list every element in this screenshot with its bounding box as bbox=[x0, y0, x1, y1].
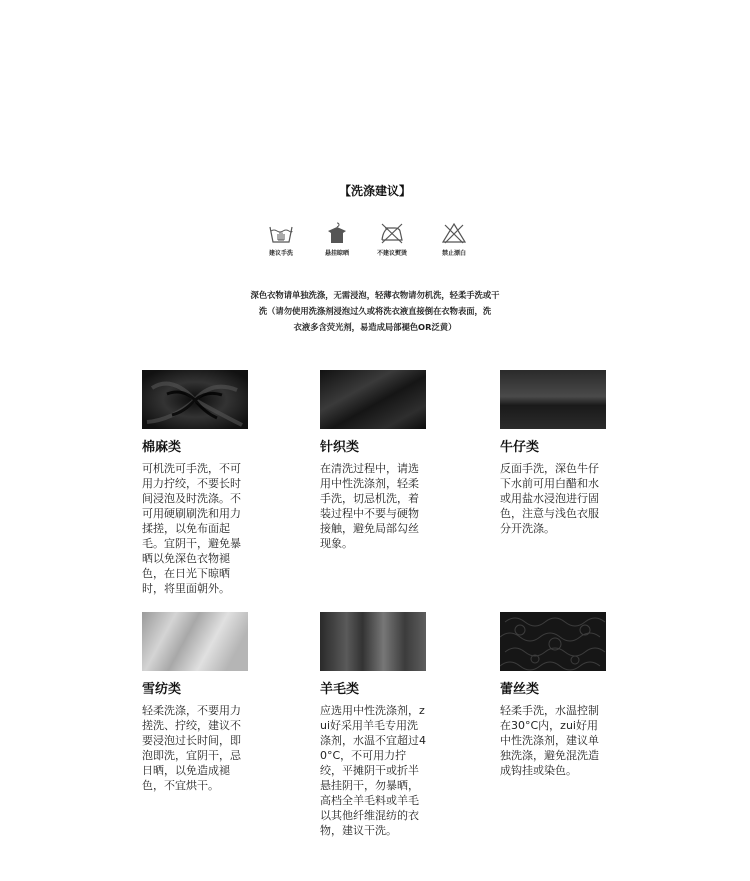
section-title: 【洗涤建议】 bbox=[338, 184, 411, 198]
no-iron-icon bbox=[379, 222, 405, 244]
icon-label: 禁止漂白 bbox=[441, 250, 466, 257]
fabric-swatch bbox=[320, 612, 426, 671]
wash-note-line: 衣液多含荧光剂，易造成局部褪色OR泛黄） bbox=[293, 322, 457, 332]
icon-label: 悬挂晾晒 bbox=[324, 250, 349, 257]
fabric-swatch bbox=[142, 612, 248, 671]
fabric-card-denim bbox=[500, 370, 610, 536]
fabric-swatch bbox=[500, 370, 606, 429]
fabric-title: 棉麻类 bbox=[142, 440, 182, 455]
icon-label: 不建议熨烫 bbox=[376, 250, 407, 257]
hang-dry-icon bbox=[324, 222, 350, 244]
fabric-card-cotton-linen bbox=[142, 370, 252, 596]
fabric-title: 雪纺类 bbox=[142, 682, 182, 697]
fabric-card-knit bbox=[320, 370, 430, 551]
fabric-care-text: 轻柔手洗，水温控制在30°C内，zui好用中性洗涤剂，建议单独洗涤，避免混洗造成钩挂或染色。 bbox=[500, 704, 599, 777]
fabric-swatch bbox=[500, 612, 606, 671]
fabric-title: 针织类 bbox=[320, 440, 360, 455]
care-icon-item bbox=[419, 222, 489, 257]
fabric-care-text: 应选用中性洗涤剂，zui好采用羊毛专用洗涤剂，水温不宜超过40°C，不可用力拧绞，平摊阴干或折半悬挂阴干，勿暴晒，高档全羊毛料或羊毛以其他纤维混纺的衣物，建议干洗。 bbox=[320, 704, 426, 837]
icon-label: 建议手洗 bbox=[268, 250, 293, 257]
fabric-card-wool bbox=[320, 612, 430, 838]
hand-wash-icon bbox=[268, 222, 294, 244]
fabric-card-lace bbox=[500, 612, 610, 778]
fabric-title: 蕾丝类 bbox=[500, 682, 540, 697]
wash-note bbox=[200, 287, 550, 335]
wash-note-line: 洗（请勿使用洗涤剂浸泡过久或将洗衣液直接倒在衣物表面，洗 bbox=[258, 306, 492, 316]
fabric-swatch bbox=[142, 370, 248, 429]
fabric-care-text: 可机洗可手洗，不可用力拧绞，不要长时间浸泡及时洗涤。不可用硬刷刷洗和用力揉搓，以免布面起毛。宜阴干，避免暴晒以免深色衣物褪色，在日光下晾晒时，将里面朝外。 bbox=[142, 462, 241, 595]
fabric-title: 牛仔类 bbox=[500, 440, 540, 455]
fabric-care-text: 轻柔洗涤，不要用力搓洗、拧绞，建议不要浸泡过长时间，即泡即洗，宜阴干，忌日晒，以免造成褪色，不宜烘干。 bbox=[142, 704, 241, 792]
fabric-care-text: 反面手洗，深色牛仔下水前可用白醋和水或用盐水浸泡进行固色，注意与浅色衣服分开洗涤。 bbox=[500, 462, 599, 535]
no-bleach-icon bbox=[441, 222, 467, 244]
fabric-care-text: 在清洗过程中，请选用中性洗涤剂，轻柔手洗，切忌机洗，着装过程中不要与硬物接触，避免局部勾丝现象。 bbox=[320, 462, 419, 550]
care-icon-item bbox=[357, 222, 427, 257]
wash-note-line: 深色衣物请单独洗涤，无需浸泡，轻薄衣物请勿机洗，轻柔手洗或干 bbox=[250, 290, 500, 300]
fabric-swatch bbox=[320, 370, 426, 429]
fabric-card-chiffon bbox=[142, 612, 252, 793]
fabric-title: 羊毛类 bbox=[320, 682, 360, 697]
